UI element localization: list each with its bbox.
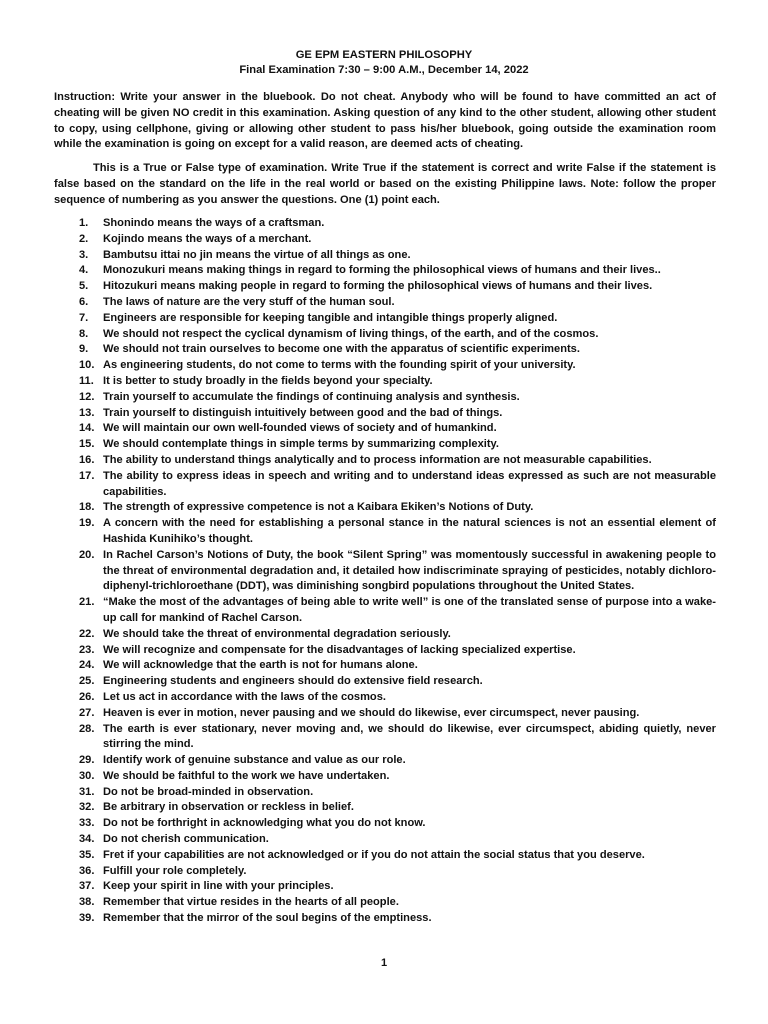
question-number: 25. xyxy=(79,675,95,688)
question-item xyxy=(54,469,716,501)
question-text: The ability to express ideas in speech and writing and to understand ideas expressed as such are not measurable capabilities. xyxy=(103,469,716,498)
question-text: We will acknowledge that the earth is not for humans alone. xyxy=(103,659,418,672)
question-number: 23. xyxy=(79,643,95,656)
question-item xyxy=(54,800,716,816)
question-item xyxy=(54,232,716,248)
question-item xyxy=(54,279,716,295)
question-item xyxy=(54,706,716,722)
question-number: 10. xyxy=(79,359,95,372)
question-item xyxy=(54,548,716,595)
question-number: 38. xyxy=(79,896,95,909)
question-item xyxy=(54,437,716,453)
question-number: 5. xyxy=(79,280,89,293)
question-text: Heaven is ever in motion, never pausing and we should do likewise, ever circumspect, never pausing. xyxy=(103,706,640,719)
question-text: Train yourself to distinguish intuitively between good and the bad of things. xyxy=(103,406,503,419)
question-text: We should not respect the cyclical dynamism of living things, of the earth, and of the cosmos. xyxy=(103,327,599,340)
question-number: 13. xyxy=(79,406,95,419)
question-number: 36. xyxy=(79,864,95,877)
question-text: Do not be broad-minded in observation. xyxy=(103,785,314,798)
question-item xyxy=(54,453,716,469)
question-item xyxy=(54,342,716,358)
question-number: 39. xyxy=(79,912,95,925)
question-item xyxy=(54,500,716,516)
question-text: Keep your spirit in line with your principles. xyxy=(103,880,334,893)
question-number: 6. xyxy=(79,295,89,308)
question-item xyxy=(54,421,716,437)
question-item xyxy=(54,595,716,627)
exam-subtitle: Final Examination 7:30 – 9:00 A.M., December 14, 2022 xyxy=(239,64,529,76)
question-number: 1. xyxy=(79,217,89,229)
question-number: 27. xyxy=(79,706,95,719)
question-text: Fret if your capabilities are not acknowledged or if you do not attain the social status that you deserve. xyxy=(103,848,645,861)
question-text: We will maintain our own well-founded views of society and of humankind. xyxy=(103,422,497,435)
question-list xyxy=(54,216,716,927)
question-text: The strength of expressive competence is not a Kaibara Ekiken’s Notions of Duty. xyxy=(103,501,534,514)
question-item xyxy=(54,327,716,343)
page-number: 1 xyxy=(380,957,388,969)
question-text: Kojindo means the ways of a merchant. xyxy=(103,232,312,245)
question-number: 2. xyxy=(79,232,89,245)
question-number: 3. xyxy=(79,248,89,261)
question-number: 15. xyxy=(79,438,95,451)
question-item xyxy=(54,406,716,422)
question-number: 9. xyxy=(79,343,89,356)
question-text: Hitozukuri means making people in regard to forming the philosophical views of humans and their lives. xyxy=(103,280,653,293)
question-text: The earth is ever stationary, never moving and, we should do likewise, ever circumspect, abiding quietly, never stirring the mind. xyxy=(103,722,716,751)
question-text: We should contemplate things in simple terms by summarizing complexity. xyxy=(103,438,499,451)
question-number: 18. xyxy=(79,501,95,514)
question-item xyxy=(54,248,716,264)
question-number: 11. xyxy=(79,374,94,387)
question-item xyxy=(54,753,716,769)
question-item xyxy=(54,879,716,895)
instruction-paragraph: Instruction: Write your answer in the bluebook. Do not cheat. Anybody who will be found to have committed an act of cheating will be given NO credit in this examination. Asking question of any kind to the other student, allowing other student to copy, using cellphone, giving or allowing other student to pass his/her bluebook, going outside the examination room while the examination is going on except for a valid reason, are deemed acts of cheating. xyxy=(54,91,716,151)
question-number: 31. xyxy=(79,785,95,798)
question-text: Identify work of genuine substance and value as our role. xyxy=(103,754,406,767)
question-number: 19. xyxy=(79,517,95,530)
question-item xyxy=(54,895,716,911)
question-number: 34. xyxy=(79,833,95,846)
question-item xyxy=(54,911,716,927)
question-text: The laws of nature are the very stuff of the human soul. xyxy=(103,295,395,308)
question-number: 29. xyxy=(79,754,95,767)
question-item xyxy=(54,295,716,311)
question-text: As engineering students, do not come to terms with the founding spirit of your university. xyxy=(103,359,576,372)
question-text: Be arbitrary in observation or reckless in belief. xyxy=(103,801,354,814)
question-item xyxy=(54,769,716,785)
question-number: 22. xyxy=(79,627,95,640)
question-item xyxy=(54,848,716,864)
question-number: 12. xyxy=(79,390,95,403)
question-text: We will recognize and compensate for the disadvantages of lacking specialized expertise. xyxy=(103,643,576,656)
question-number: 21. xyxy=(79,596,95,609)
question-number: 24. xyxy=(79,659,95,672)
question-number: 35. xyxy=(79,848,95,861)
question-text: Engineering students and engineers should do extensive field research. xyxy=(103,675,483,688)
question-item xyxy=(54,864,716,880)
question-item xyxy=(54,627,716,643)
question-number: 32. xyxy=(79,801,95,814)
question-item xyxy=(54,311,716,327)
question-number: 20. xyxy=(79,548,95,561)
question-text: Bambutsu ittai no jin means the virtue of all things as one. xyxy=(103,248,411,261)
question-item xyxy=(54,643,716,659)
question-number: 7. xyxy=(79,311,89,324)
question-text: Monozukuri means making things in regard to forming the philosophical views of humans and their lives.. xyxy=(103,264,661,277)
question-text: Train yourself to accumulate the findings of continuing analysis and synthesis. xyxy=(103,390,520,403)
question-number: 26. xyxy=(79,690,95,703)
question-text: Shonindo means the ways of a craftsman. xyxy=(103,217,325,229)
question-item xyxy=(54,658,716,674)
exam-title: GE EPM EASTERN PHILOSOPHY xyxy=(295,49,473,61)
question-item xyxy=(54,374,716,390)
question-text: Let us act in accordance with the laws of the cosmos. xyxy=(103,690,386,703)
question-text: We should take the threat of environmental degradation seriously. xyxy=(103,627,451,640)
question-item xyxy=(54,216,716,232)
question-item xyxy=(54,358,716,374)
question-text: The ability to understand things analytically and to process information are not measurable capabilities. xyxy=(103,453,652,466)
question-text: Engineers are responsible for keeping tangible and intangible things properly aligned. xyxy=(103,311,558,324)
question-text: Remember that virtue resides in the hearts of all people. xyxy=(103,896,399,909)
question-item xyxy=(54,722,716,754)
question-item xyxy=(54,674,716,690)
question-text: We should not train ourselves to become one with the apparatus of scientific experiments. xyxy=(103,343,580,356)
question-text: “Make the most of the advantages of being able to write well” is one of the translated sense of purpose into a wake-up call for mankind of Rachel Carson. xyxy=(103,596,716,624)
question-text: Remember that the mirror of the soul begins of the emptiness. xyxy=(103,912,432,925)
question-number: 8. xyxy=(79,327,89,340)
question-text: Fulfill your role completely. xyxy=(103,864,247,877)
question-item xyxy=(54,785,716,801)
question-item xyxy=(54,816,716,832)
question-text: A concern with the need for establishing a personal stance in the natural sciences is not an essential element of Hashida Kunihiko’s thought. xyxy=(103,517,716,545)
question-text: In Rachel Carson’s Notions of Duty, the book “Silent Spring” was momentously successful in awakening people to the threat of environmental degradation and, it detailed how indiscriminate spraying of pesticides, notably dichloro-diphenyl-trichloroethane (DDT), was diminishing songbird populations throughout the United States. xyxy=(103,548,716,593)
question-number: 33. xyxy=(79,817,95,830)
question-number: 16. xyxy=(79,453,95,466)
question-number: 28. xyxy=(79,722,95,735)
question-text: It is better to study broadly in the fields beyond your specialty. xyxy=(103,374,433,387)
question-number: 14. xyxy=(79,422,95,435)
question-number: 4. xyxy=(79,264,89,277)
question-item xyxy=(54,832,716,848)
question-text: We should be faithful to the work we have undertaken. xyxy=(103,769,390,782)
question-number: 17. xyxy=(79,469,95,482)
question-item xyxy=(54,516,716,548)
question-number: 37. xyxy=(79,880,95,893)
question-item xyxy=(54,690,716,706)
question-text: Do not be forthright in acknowledging what you do not know. xyxy=(103,817,426,830)
question-item xyxy=(54,390,716,406)
question-number: 30. xyxy=(79,769,95,782)
intro-paragraph: This is a True or False type of examination. Write True if the statement is correct and write False if the statement is false based on the standard on the life in the real world or based on the existing Philippine laws. Note: follow the proper sequence of numbering as you answer the questions. One (1) point each. xyxy=(54,162,716,206)
question-item xyxy=(54,263,716,279)
question-text: Do not cherish communication. xyxy=(103,833,269,846)
